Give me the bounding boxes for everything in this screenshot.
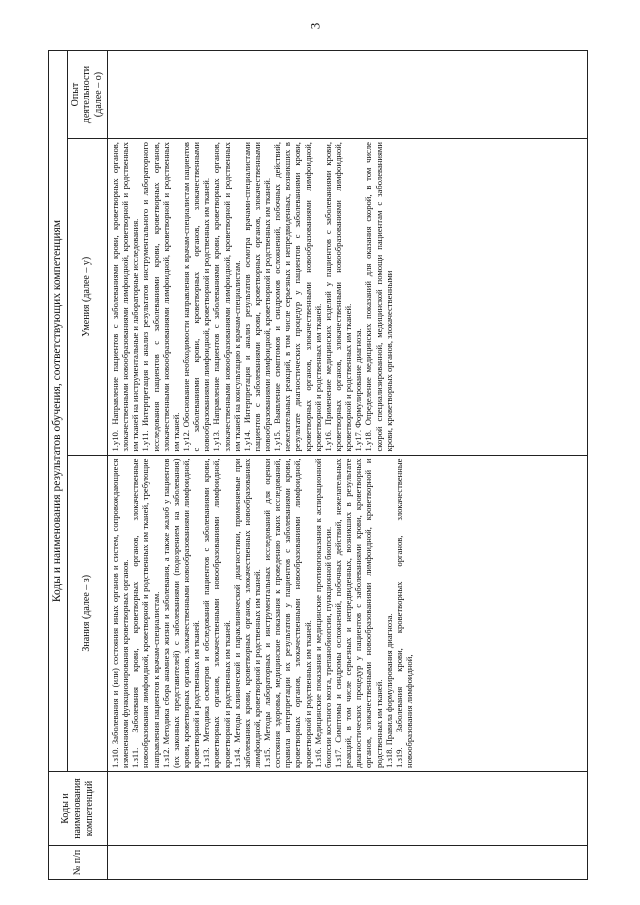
skill-item: 1.у10. Направление пациентов с заболеваниями крови, кроветворных органов, злокачественными новообразованиями лимфоидной, кроветворной и родственных им тканей на инструментальные и лабораторные исследования. (109, 142, 141, 452)
skill-item: 1.у14. Интерпретация и анализ результатов осмотра врачами-специалистами пациентов с заболеваниями крови, кроветворных органов, злокачественными новообразованиями лимфоидной, кроветворной и родственных им тканей. (241, 142, 273, 452)
header-experience: Опыт деятельности (далее – о) (67, 51, 107, 139)
skill-item: 1.у18. Определение медицинских показаний для оказания скорой, в том числе скорой специализированной, медицинской помощи пациентам с заболеваниями крови, кроветворных органов, злокачественными (363, 142, 394, 452)
knowledge-item: 1.з17. Симптомы и синдромы осложнений, побочных действий, нежелательных реакций, в том числе серьезных и непредвиденных, возникших в результате диагностических процедур у пациентов с заболеваниями крови, кроветворных органов, злокачественными новообразованиями лимфоидной, кроветворной и родственных им тканей. (333, 458, 384, 768)
header-num: № п/п (49, 846, 108, 880)
knowledge-item: 1.з12. Методика сбора анамнеза жизни и заболевания, а также жалоб у пациентов (их законных представителей) с заболеваниями (подозрением на заболевания) крови, кроветворных органов, злокачественными новообразованиями лимфоидной, кроветворной и родственных им тканей. (160, 458, 202, 768)
skill-item: 1.у16. Применение медицинских изделий у пациентов с заболеваниями крови, кроветворных органов, злокачественными новообразованиями лимфоидной, кроветворной и родственных им тканей. (322, 142, 354, 452)
competencies-table (48, 50, 588, 880)
knowledge-item: 1.з19. Заболевания крови, кроветворных органов, злокачественные новообразования лимфоидной, (393, 458, 415, 768)
knowledge-item: 1.з14. Методы клинической и параклинической диагностики, применяемые при заболеваниях крови, кроветворных органов, злокачественных новообразованиях лимфоидной, кроветворной и родственных им тканей. (231, 458, 262, 768)
cell-knowledge (107, 455, 587, 771)
skill-item: 1.у15. Выявление симптомов и синдромов осложнений, побочных действий, нежелательных реакций, в том числе серьезных и непредвиденных, возникших в результате диагностических процедур у пациентов с заболеваниями крови, кроветворных органов, злокачественными новообразованиями лимфоидной, кроветворной и родственных им тканей. (272, 142, 323, 452)
header-row-2 (67, 51, 107, 880)
knowledge-item: 1.з10. Заболевания и (или) состояния иных органов и систем, сопровождающиеся изменениями функционирования кроветворных органов. (109, 458, 131, 768)
page-number: 3 (307, 22, 323, 30)
skill-item: 1.у17. Формулирование диагноза. (353, 328, 364, 452)
cell-skills (107, 139, 587, 455)
skill-item: 1.у11. Интерпретация и анализ результатов инструментального и лабораторного исследования пациентов с заболеваниями крови, кроветворных органов, злокачественными новообразованиями лимфоидной, кроветворной и родственных им тканей. (140, 142, 181, 452)
knowledge-item: 1.з15. Методы лабораторных и инструментальных исследований для оценки состояния здоровья, медицинские показания к проведению таких исследований, правила интерпретации их результатов у пациентов с заболеваниями крови, кроветворных органов, злокачественными новообразованиями лимфоидной, кроветворной и родственных им тканей. (262, 458, 313, 768)
skill-item: 1.у12. Обоснование необходимости направления к врачам-специалистам пациентов с заболеваниями крови, кроветворных органов, злокачественными новообразованиями лимфоидной, кроветворной и родственных им тканей. (180, 142, 212, 452)
knowledge-item: 1.з18. Правила формулирования диагноза. (383, 613, 394, 768)
cell-experience (107, 51, 587, 139)
cell-num (107, 846, 587, 880)
table-row (107, 51, 587, 880)
header-group-title: Коды и наименования результатов обучения, соответствующих компетенциям (49, 51, 68, 772)
skill-item: 1.у13. Направление пациентов с заболеваниями крови, кроветворных органов, злокачественными новообразованиями лимфоидной, кроветворной и родственных им тканей на консультацию к врачам-специалистам. (211, 142, 242, 452)
knowledge-item: 1.з11. Заболевания крови, кроветворных органов, злокачественные новообразования лимфоидной, кроветворной и родственных им тканей, требующие направления пациентов к врачам-специалистам. (130, 458, 161, 768)
header-codes: Коды и наименования компетенций (49, 772, 108, 846)
cell-codes (107, 772, 587, 846)
header-skills: Умения (далее – у) (67, 139, 107, 455)
header-row-1 (49, 51, 68, 880)
knowledge-item: 1.з16. Медицинские показания и медицинские противопоказания к аспирационной биопсии костного мозга, трепанобиопсии, пункционной биопсии. (312, 458, 333, 768)
header-knowledge: Знания (далее – з) (67, 455, 107, 771)
rotated-table-wrapper (48, 50, 588, 880)
knowledge-item: 1.з13. Методика осмотров и обследований пациентов с заболеваниями крови, кроветворных органов, злокачественными новообразованиями лимфоидной, кроветворной и родственных им тканей. (201, 458, 232, 768)
